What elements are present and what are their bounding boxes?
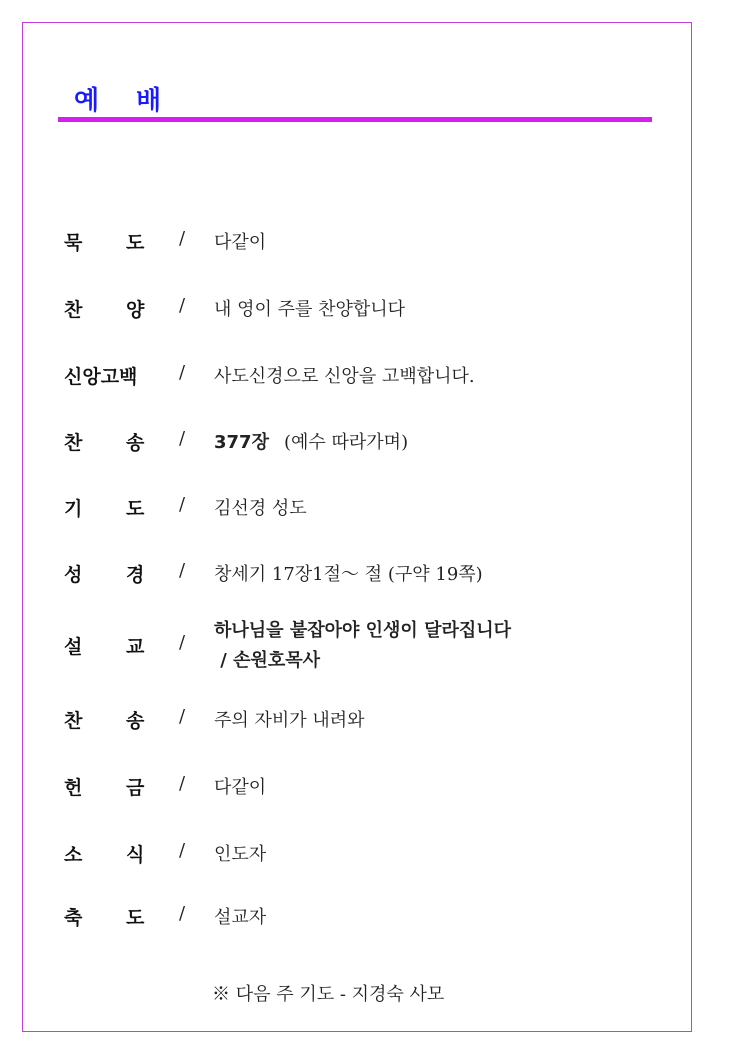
page-border <box>22 22 692 1032</box>
row-label-char-1: 기 <box>64 498 83 520</box>
row-label-char-2: 식 <box>126 844 145 866</box>
row-value: 인도자 <box>214 844 267 865</box>
row-separator: / <box>179 228 186 249</box>
row-label-char-2: 교 <box>126 636 145 658</box>
title-char-1: 예 <box>74 86 100 116</box>
title-underline <box>58 117 652 122</box>
row-separator: / <box>179 494 186 515</box>
row-label-char-1: 묵 <box>64 232 83 254</box>
hymn-number: 377장 <box>214 432 269 453</box>
row-separator: / <box>179 560 186 581</box>
row-separator: / <box>179 773 186 794</box>
title-char-2: 배 <box>136 86 162 116</box>
row-label-char-2: 도 <box>126 232 145 254</box>
row-label-char-1: 찬 <box>64 432 83 454</box>
row-value: 주의 자비가 내려와 <box>214 710 365 731</box>
row-label-char-2: 송 <box>126 432 145 454</box>
row-label-char-1: 축 <box>64 907 83 929</box>
hymn-title: (예수 따라가며) <box>284 432 409 453</box>
row-separator: / <box>179 706 186 727</box>
row-separator: / <box>179 632 186 653</box>
row-value: 다같이 <box>214 232 267 253</box>
row-separator: / <box>179 428 186 449</box>
row-label-char-2: 경 <box>126 564 145 586</box>
row-separator: / <box>179 362 186 383</box>
row-label-char-1: 성 <box>64 564 83 586</box>
row-separator: / <box>179 295 186 316</box>
row-label-char-1: 헌 <box>64 777 83 799</box>
row-label-char-1: 소 <box>64 844 83 866</box>
row-label-char-1: 찬 <box>64 299 83 321</box>
sermon-title: 하나님을 붙잡아야 인생이 달라집니다 <box>214 620 512 641</box>
row-value: 내 영이 주를 찬양합니다 <box>214 299 406 320</box>
row-label-char-2: 양 <box>126 299 145 321</box>
row-value: 다같이 <box>214 777 267 798</box>
row-value: 설교자 <box>214 907 267 928</box>
row-value: 사도신경으로 신앙을 고백합니다. <box>214 366 475 387</box>
row-label-char-1: 설 <box>64 636 83 658</box>
row-label-char-1: 찬 <box>64 710 83 732</box>
row-value: 김선경 성도 <box>214 498 307 519</box>
row-label: 신앙고백 <box>64 366 138 388</box>
row-label-char-2: 송 <box>126 710 145 732</box>
row-separator: / <box>179 903 186 924</box>
row-label-char-2: 도 <box>126 498 145 520</box>
next-week-prayer-note: ※ 다음 주 기도 - 지경숙 사모 <box>212 984 445 1005</box>
row-separator: / <box>179 840 186 861</box>
row-value: 창세기 17장1절〜 절 (구약 19쪽) <box>214 564 483 585</box>
row-label-char-2: 금 <box>126 777 145 799</box>
sermon-preacher: / 손원호목사 <box>214 650 321 671</box>
row-label-char-2: 도 <box>126 907 145 929</box>
